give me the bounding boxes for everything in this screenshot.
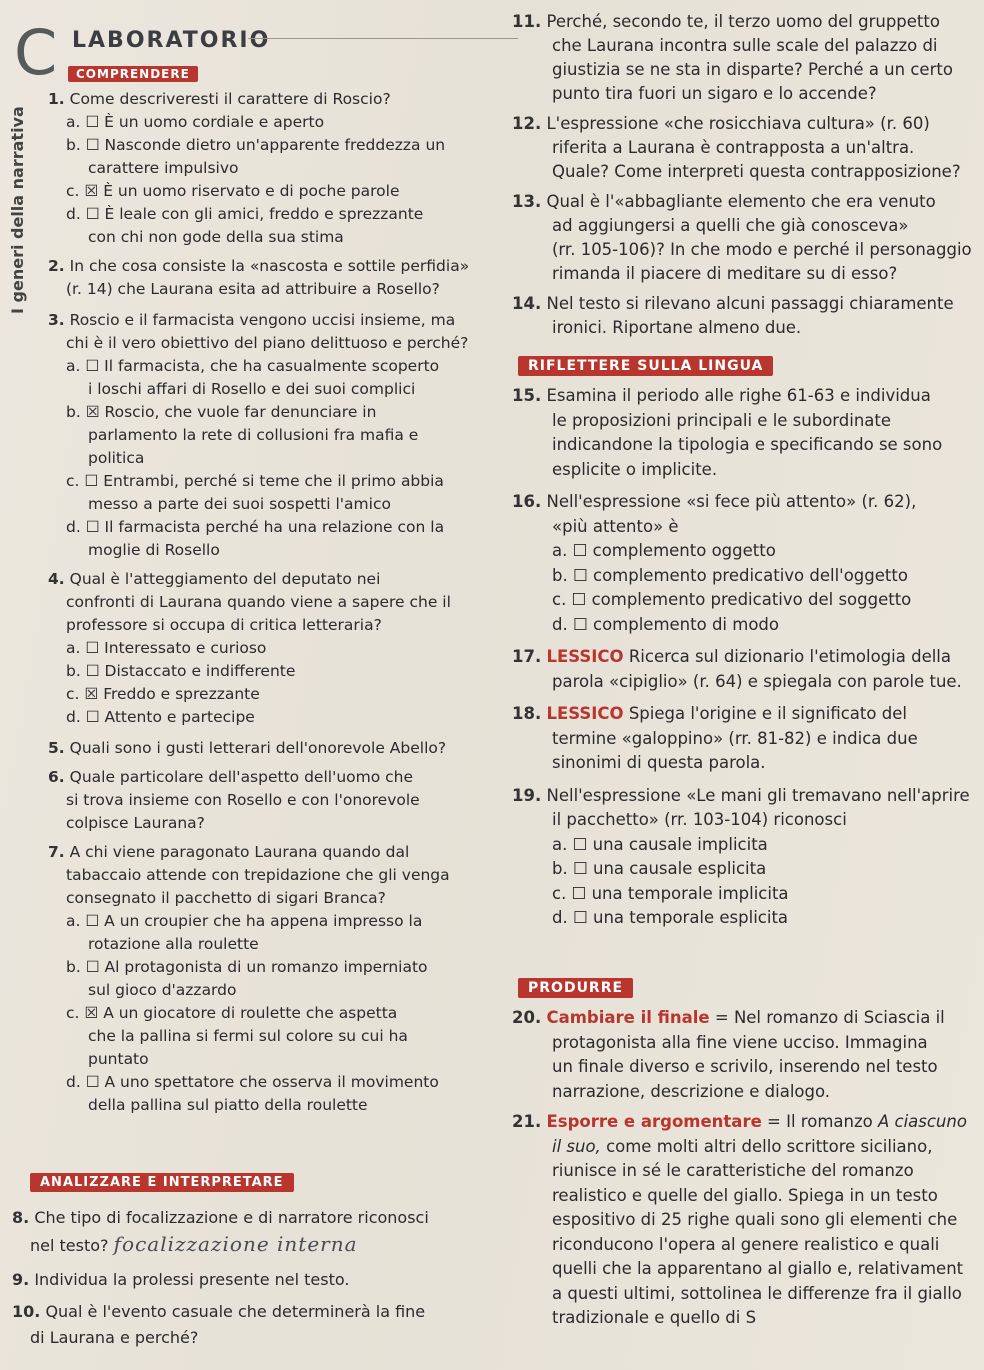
text-fragment: L'espressione «che rosicchiava cultura» (r. 60) [546,114,930,133]
text-line: a questi ultimi, sottolinea le differenze fra il giallo [552,1283,962,1303]
text-line: professore si occupa di critica letteraria? [66,616,382,634]
text-line: indicandone la tipologia e specificando se sono [552,435,943,454]
text-line: espositivo di 25 righe quali sono gli elementi che [552,1210,958,1229]
text-line: c. ☐ complemento predicativo del soggetto [552,590,912,609]
text-line: riunisce in sé le caratteristiche del romanzo [552,1161,914,1180]
text-line: sinonimi di questa parola. [552,753,766,772]
text-fragment: Nel testo si rilevano alcuni passaggi chiaramente [546,294,954,313]
text-line: c. ☐ una temporale implicita [552,883,789,903]
text-line: messo a parte dei suoi sospetti l'amico [88,495,391,513]
exercise-tag: Esporre e argomentare [546,1112,762,1131]
text-line: a. ☐ una causale implicita [552,834,768,854]
text-line [512,384,974,409]
badge-riflettere: RIFLETTERE SULLA LINGUA [518,356,773,376]
question-number: 9. [12,1270,30,1289]
text-line: c. ☒ Freddo e sprezzante [66,685,260,703]
left-column-bottom [12,1205,502,1351]
text-fragment: Roscio e il farmacista vengono uccisi insieme, ma [69,311,456,329]
section-letter: C [14,16,58,89]
question-number: 17. [512,647,542,666]
text-line: tabaccaio attende con trepidazione che gli venga [66,866,450,884]
text-fragment: Nel romanzo di Sciascia il [733,1008,945,1027]
text-line: a. ☐ È un uomo cordiale e aperto [66,113,325,131]
text-line: b. ☐ Nasconde dietro un'apparente freddezza un [66,136,446,154]
text-fragment: Qual è l'evento casuale che determinerà la fine [45,1302,426,1321]
text-line: le proposizioni principali e le subordinate [552,410,892,430]
text-line [12,1205,502,1231]
question-number: 7. [48,843,65,861]
text-line: narrazione, descrizione e dialogo. [552,1081,831,1101]
question-number: 11. [512,12,542,31]
text-fragment: In che cosa consiste la «nascosta e sottile perfidia» [69,257,470,275]
badge-analizzare: ANALIZZARE E INTERPRETARE [30,1173,294,1192]
text-line [48,568,488,591]
text-line [512,10,974,34]
question-number: 14. [512,294,542,313]
text-line: rotazione alla roulette [88,935,259,953]
text-fragment: nel testo? [30,1236,109,1255]
text-line: puntato [88,1050,149,1068]
question-number: 10. [12,1302,41,1321]
text-line: parola «cipiglio» (r. 64) e spiegala con parole tue. [552,671,962,691]
text-line: (rr. 105-106)? In che modo e perché il personaggio [552,240,972,259]
question-number: 18. [512,704,542,723]
text-line: Quale? Come interpreti questa contrapposizione? [552,162,961,181]
text-fragment: Qual è l'«abbagliante elemento che era venuto [546,192,936,211]
right-column-bottom [512,1006,982,1331]
text-line: punto tira fuori un sigaro e lo accende? [552,84,877,103]
text-line: d. ☐ Il farmacista perché ha una relazione con la [66,518,445,536]
exercise-tag: Cambiare il finale [546,1008,710,1027]
text-line: b. ☐ una causale esplicita [552,859,767,878]
text-line [12,1299,502,1325]
question-number: 8. [12,1208,30,1227]
side-chapter-label: I generi della narrativa [8,106,27,314]
text-line: sul gioco d'azzardo [88,981,237,999]
text-line: che Laurana incontra sulle scale del palazzo di [552,36,938,55]
text-line: b. ☐ Distaccato e indifferente [66,662,296,680]
text-fragment: Quali sono i gusti letterari dell'onorevole Abello? [69,739,447,757]
text-fragment: Esamina il periodo alle righe 61-63 e individua [546,386,931,405]
text-line: esplicite o implicite. [552,459,718,479]
text-line [512,784,974,809]
text-line: a. ☐ Il farmacista, che ha casualmente scoperto [66,357,440,375]
text-line: realistico e quelle del giallo. Spiega in un testo [552,1185,938,1205]
text-line: di Laurana e perché? [30,1328,199,1347]
text-fragment: come molti altri dello scrittore siciliano, [606,1136,933,1156]
text-line: giustizia se ne sta in disparte? Perché a un certo [552,60,953,79]
text-line: termine «galoppino» (rr. 81-82) e indica due [552,728,918,748]
text-line: rimanda il piacere di meditare su di esso? [552,264,898,283]
text-line: a. ☐ complemento oggetto [552,541,776,560]
text-line [512,190,974,214]
right-column [512,10,974,340]
exercise-tag: LESSICO [546,704,624,723]
text-line: 20. Cambiare il finale = Nel romanzo di Sciascia il [512,1008,945,1027]
text-line: tradizionale e quello di S [552,1308,757,1327]
text-line: b. ☒ Roscio, che vuole far denunciare in [66,403,377,421]
text-line: 21. Esporre e argomentare = Il romanzo A ciascuno [512,1112,967,1131]
question-number: 6. [48,768,65,786]
text-line: a. ☐ A un croupier che ha appena impresso la [66,912,423,930]
text-line: un finale diverso e scrivilo, inserendo nel testo [552,1057,938,1076]
text-line: protagonista alla fine viene ucciso. Immagina [552,1032,928,1052]
text-line [512,112,974,136]
text-line: d. ☐ una temporale esplicita [552,908,789,927]
right-column-middle [512,384,974,931]
text-line: il pacchetto» (rr. 103-104) riconosci [552,810,847,829]
text-line [48,841,488,864]
text-line: b. ☐ complemento predicativo dell'oggetto [552,565,908,585]
text-line: (r. 14) che Laurana esita ad attribuire a Rosello? [66,280,440,298]
text-line: parlamento la rete di collusioni fra mafia e [88,426,419,444]
question-number: 15. [512,386,542,405]
text-fragment: Come descriveresti il carattere di Roscio? [69,90,391,108]
text-line: con chi non gode della sua stima [88,228,344,246]
question-number: 13. [512,192,542,211]
badge-comprendere: COMPRENDERE [68,66,198,82]
text-line: carattere impulsivo [88,159,239,177]
exercise-tag: LESSICO [546,647,624,666]
text-fragment: Ricerca sul dizionario l'etimologia della [628,647,951,666]
text-line: politica [88,449,145,467]
text-line [12,1267,502,1293]
text-line: ironici. Riportane almeno due. [552,318,802,337]
text-fragment: Nell'espressione «si fece più attento» (r. 62), [546,492,917,511]
section-title: LABORATORIO [72,28,271,53]
text-line: c. ☐ Entrambi, perché si teme che il primo abbia [66,472,444,490]
text-line: d. ☐ A uno spettatore che osserva il movimento [66,1073,439,1091]
question-number: 1. [48,90,65,108]
text-line [12,1231,502,1259]
text-line [48,309,488,332]
text-line [512,702,974,727]
text-fragment: Qual è l'atteggiamento del deputato nei [69,570,381,588]
question-number: 20. [512,1008,542,1027]
text-line: quelli che la apparentano al giallo e, relativament [552,1259,964,1278]
text-line [512,490,974,515]
text-fragment: Il romanzo [786,1112,873,1131]
text-fragment: Nell'espressione «Le mani gli tremavano nell'aprire [546,785,970,805]
text-fragment: A chi viene paragonato Laurana quando dal [69,843,410,861]
text-line [48,766,488,789]
text-line: confronti di Laurana quando viene a sapere che il [66,593,451,611]
text-line [48,255,488,278]
text-line: d. ☐ complemento di modo [552,614,779,634]
text-line [512,1135,982,1160]
text-fragment: A ciascuno [877,1112,967,1131]
text-line: i loschi affari di Rosello e dei suoi complici [88,380,416,398]
text-line [512,292,974,316]
badge-produrre: PRODURRE [518,978,633,998]
question-number: 4. [48,570,65,588]
question-number: 12. [512,114,542,133]
question-number: 2. [48,257,65,275]
text-line: «più attento» è [552,516,679,536]
text-line: ad aggiungersi a quelli che già conosceva» [552,216,909,235]
text-line: d. ☐ Attento e partecipe [66,708,255,726]
question-number: 16. [512,492,542,511]
text-line [48,737,488,760]
text-fragment: Perché, secondo te, il terzo uomo del gruppetto [546,12,940,31]
text-line [48,88,488,111]
text-line: che la pallina si fermi sul colore su cui ha [88,1027,408,1045]
text-line: chi è il vero obiettivo del piano delittuoso e perché? [66,334,469,352]
handwritten-answer: focalizzazione interna [113,1232,358,1256]
text-fragment: Spiega l'origine e il significato del [628,704,907,723]
title-rule [248,38,518,39]
text-line [512,645,974,670]
text-line: b. ☐ Al protagonista di un romanzo imperniato [66,958,428,976]
text-line: d. ☐ È leale con gli amici, freddo e sprezzante [66,205,424,223]
text-line: si trova insieme con Rosello e con l'onorevole [66,791,420,809]
left-column [48,88,488,1117]
question-number: 21. [512,1112,542,1131]
text-line: c. ☒ A un giocatore di roulette che aspetta [66,1004,398,1022]
text-line: riferita a Laurana è contrapposta a un'altra. [552,138,915,157]
text-fragment: Quale particolare dell'aspetto dell'uomo che [69,768,414,786]
text-fragment: Individua la prolessi presente nel testo. [34,1270,350,1289]
text-fragment: Che tipo di focalizzazione e di narratore riconosci [34,1208,429,1227]
text-line: della pallina sul piatto della roulette [88,1096,368,1114]
question-number: 5. [48,739,65,757]
text-line: a. ☐ Interessato e curioso [66,639,267,657]
text-line: c. ☒ È un uomo riservato e di poche parole [66,182,400,200]
question-number: 3. [48,311,65,329]
question-number: 19. [512,785,542,805]
text-line: consegnato il pacchetto di sigari Branca? [66,889,386,907]
text-line: riconducono l'opera al genere realistico e quali [552,1234,940,1254]
text-line: colpisce Laurana? [66,814,205,832]
text-line: moglie di Rosello [88,541,220,559]
text-fragment: il suo, [552,1136,601,1156]
